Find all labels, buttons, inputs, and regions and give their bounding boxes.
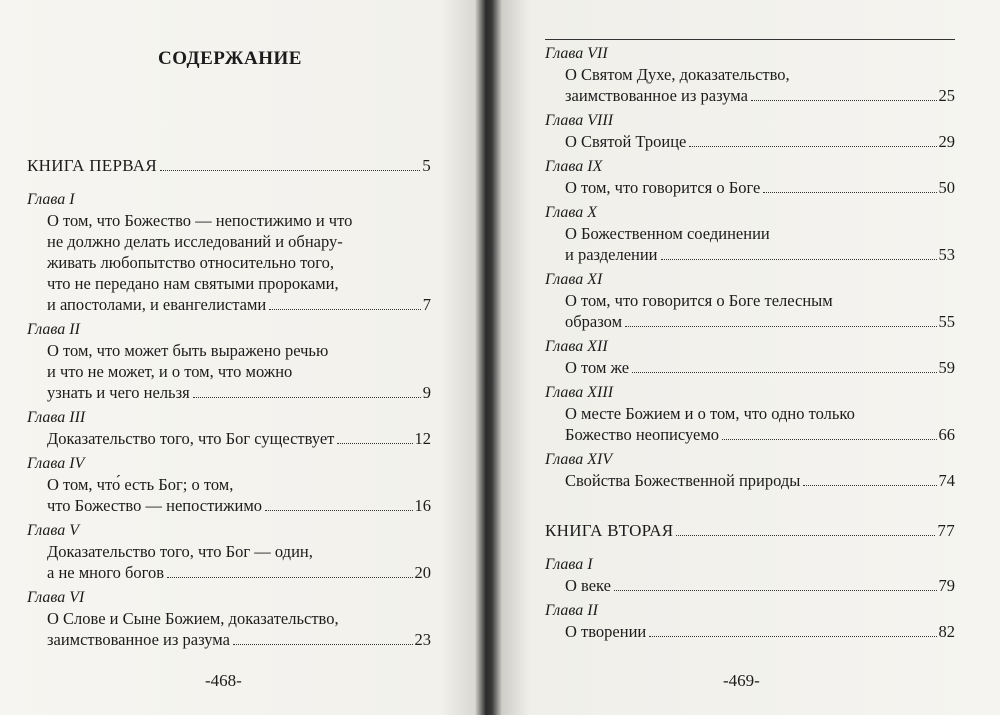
chapter-entry bbox=[27, 320, 431, 403]
chapter-label: Глава II bbox=[27, 321, 80, 338]
left-page bbox=[0, 0, 480, 715]
chapter-entry bbox=[27, 588, 431, 650]
chapter-page-number: 20 bbox=[414, 563, 431, 582]
chapter-page-number: 9 bbox=[422, 383, 431, 402]
chapter-title-last-line bbox=[27, 562, 431, 583]
dot-leader bbox=[265, 510, 412, 511]
chapter-list bbox=[545, 555, 955, 642]
book-page: 77 bbox=[937, 521, 955, 540]
dot-leader bbox=[167, 577, 412, 578]
book-title: КНИГА ВТОРАЯ bbox=[545, 521, 674, 540]
chapter-title-line: О том, что может быть выражено речью bbox=[47, 341, 329, 360]
chapter-entry bbox=[545, 337, 955, 378]
dot-leader bbox=[193, 397, 421, 398]
chapter-title-last-line bbox=[27, 495, 431, 516]
dot-leader bbox=[160, 170, 420, 171]
chapter-title-line: Доказательство того, что Бог — один, bbox=[47, 542, 313, 561]
book-line bbox=[545, 520, 955, 541]
chapter-list bbox=[545, 44, 955, 491]
chapter-title-line: О Святом Духе, доказательство, bbox=[565, 65, 790, 84]
chapter-title-text: заимствованное из разума bbox=[47, 630, 230, 649]
chapter-title-last-line bbox=[545, 575, 955, 596]
chapter-title-line: О том, что Божество — непостижимо и что bbox=[47, 211, 353, 230]
chapter-title-text: Доказательство того, что Бог существует bbox=[47, 429, 335, 448]
chapter-title-line: не должно делать исследований и обнару- bbox=[47, 232, 343, 251]
chapter-title-text: О творении bbox=[565, 622, 647, 641]
chapter-page-number: 25 bbox=[938, 86, 955, 105]
chapter-title-text: а не много богов bbox=[47, 563, 165, 582]
chapter-title-line: О месте Божием и о том, что одно только bbox=[565, 404, 855, 423]
folio: -469- bbox=[723, 671, 760, 690]
chapter-title-text: и апостолами, и евангелистами bbox=[47, 295, 267, 314]
chapter-title-text: О веке bbox=[565, 576, 611, 595]
chapter-label: Глава I bbox=[545, 556, 593, 573]
chapter-title-last-line bbox=[545, 85, 955, 106]
chapter-title-line: что не передано нам святыми пророками, bbox=[47, 274, 339, 293]
chapter-title-last-line bbox=[545, 424, 955, 445]
chapter-title-text: что Божество — непостижимо bbox=[47, 496, 263, 515]
chapter-title-last-line bbox=[27, 294, 431, 315]
dot-leader bbox=[676, 535, 935, 536]
dot-leader bbox=[722, 439, 936, 440]
chapter-page-number: 16 bbox=[414, 496, 431, 515]
chapter-page-number: 66 bbox=[938, 425, 955, 444]
chapter-title-last-line bbox=[27, 629, 431, 650]
chapter-title-last-line bbox=[27, 382, 431, 403]
chapter-entry bbox=[545, 555, 955, 596]
chapter-entry bbox=[545, 450, 955, 491]
chapter-label: Глава IV bbox=[27, 455, 85, 472]
chapter-title-text: Свойства Божественной природы bbox=[565, 471, 801, 490]
chapter-label: Глава V bbox=[27, 522, 80, 539]
dot-leader bbox=[632, 372, 936, 373]
chapter-title-text: Божество неописуемо bbox=[565, 425, 720, 444]
chapter-title-line: О Божественном соединении bbox=[565, 224, 770, 243]
dot-leader bbox=[661, 259, 937, 260]
chapter-title-line: О том, что́ есть Бог; о том, bbox=[47, 475, 234, 494]
chapter-label: Глава XI bbox=[545, 271, 603, 288]
chapter-label: Глава I bbox=[27, 191, 75, 208]
chapter-title-last-line bbox=[545, 621, 955, 642]
chapter-title-text: заимствованное из разума bbox=[565, 86, 748, 105]
chapter-entry bbox=[545, 111, 955, 152]
book-line bbox=[27, 155, 431, 176]
top-rule bbox=[545, 39, 955, 40]
chapter-page-number: 7 bbox=[422, 295, 431, 314]
chapter-title-text: узнать и чего нельзя bbox=[47, 383, 190, 402]
chapter-title-last-line bbox=[545, 177, 955, 198]
chapter-title-last-line bbox=[545, 244, 955, 265]
chapter-title-text: О том же bbox=[565, 358, 630, 377]
chapter-title-line: живать любопытство относительно того, bbox=[47, 253, 335, 272]
chapter-page-number: 59 bbox=[938, 358, 955, 377]
chapter-entry bbox=[545, 383, 955, 445]
chapter-title-text: образом bbox=[565, 312, 623, 331]
chapter-label: Глава XIV bbox=[545, 451, 613, 468]
chapter-entry bbox=[545, 270, 955, 332]
chapter-entry bbox=[27, 408, 431, 449]
chapter-entry bbox=[545, 44, 955, 106]
toc-left bbox=[27, 155, 431, 655]
book-page: 5 bbox=[422, 156, 431, 175]
chapter-page-number: 53 bbox=[938, 245, 955, 264]
chapter-title-text: О том, что говорится о Боге bbox=[565, 178, 761, 197]
chapter-title-line: О том, что говорится о Боге телесным bbox=[565, 291, 833, 310]
chapter-label: Глава XII bbox=[545, 338, 608, 355]
chapter-label: Глава III bbox=[27, 409, 86, 426]
chapter-page-number: 55 bbox=[938, 312, 955, 331]
chapter-page-number: 12 bbox=[414, 429, 431, 448]
chapter-label: Глава X bbox=[545, 204, 598, 221]
right-page bbox=[505, 0, 1000, 715]
dot-leader bbox=[337, 443, 412, 444]
chapter-label: Глава IX bbox=[545, 158, 603, 175]
chapter-title-last-line bbox=[545, 470, 955, 491]
chapter-title-last-line bbox=[545, 311, 955, 332]
folio: -468- bbox=[205, 671, 242, 690]
toc-right bbox=[545, 44, 955, 647]
section-gap bbox=[545, 496, 955, 520]
dot-leader bbox=[614, 590, 937, 591]
chapter-label: Глава II bbox=[545, 602, 598, 619]
chapter-page-number: 82 bbox=[938, 622, 955, 641]
chapter-label: Глава VIII bbox=[545, 112, 614, 129]
chapter-label: Глава VI bbox=[27, 589, 85, 606]
chapter-entry bbox=[27, 521, 431, 583]
chapter-page-number: 29 bbox=[938, 132, 955, 151]
chapter-entry bbox=[27, 454, 431, 516]
chapter-title-last-line bbox=[545, 131, 955, 152]
chapter-title-line: и что не может, и о том, что можно bbox=[47, 362, 293, 381]
chapter-entry bbox=[27, 190, 431, 315]
chapter-entry bbox=[545, 203, 955, 265]
chapter-title-last-line bbox=[27, 428, 431, 449]
dot-leader bbox=[233, 644, 413, 645]
chapter-list bbox=[27, 190, 431, 650]
dot-leader bbox=[689, 146, 936, 147]
dot-leader bbox=[763, 192, 936, 193]
dot-leader bbox=[751, 100, 937, 101]
chapter-page-number: 50 bbox=[938, 178, 955, 197]
book-title: КНИГА ПЕРВАЯ bbox=[27, 156, 157, 175]
book-entry bbox=[545, 520, 955, 541]
book-entry bbox=[27, 155, 431, 176]
chapter-entry bbox=[545, 601, 955, 642]
dot-leader bbox=[649, 636, 936, 637]
chapter-title-line: О Слове и Сыне Божием, доказательство, bbox=[47, 609, 339, 628]
chapter-page-number: 74 bbox=[938, 471, 955, 490]
chapter-label: Глава XIII bbox=[545, 384, 614, 401]
dot-leader bbox=[803, 485, 936, 486]
page-heading: СОДЕРЖАНИЕ bbox=[158, 48, 302, 69]
chapter-page-number: 23 bbox=[414, 630, 431, 649]
chapter-page-number: 79 bbox=[938, 576, 955, 595]
dot-leader bbox=[625, 326, 936, 327]
chapter-title-text: О Святой Троице bbox=[565, 132, 687, 151]
chapter-label: Глава VII bbox=[545, 45, 608, 62]
dot-leader bbox=[269, 309, 420, 310]
chapter-title-text: и разделении bbox=[565, 245, 658, 264]
chapter-title-last-line bbox=[545, 357, 955, 378]
chapter-entry bbox=[545, 157, 955, 198]
